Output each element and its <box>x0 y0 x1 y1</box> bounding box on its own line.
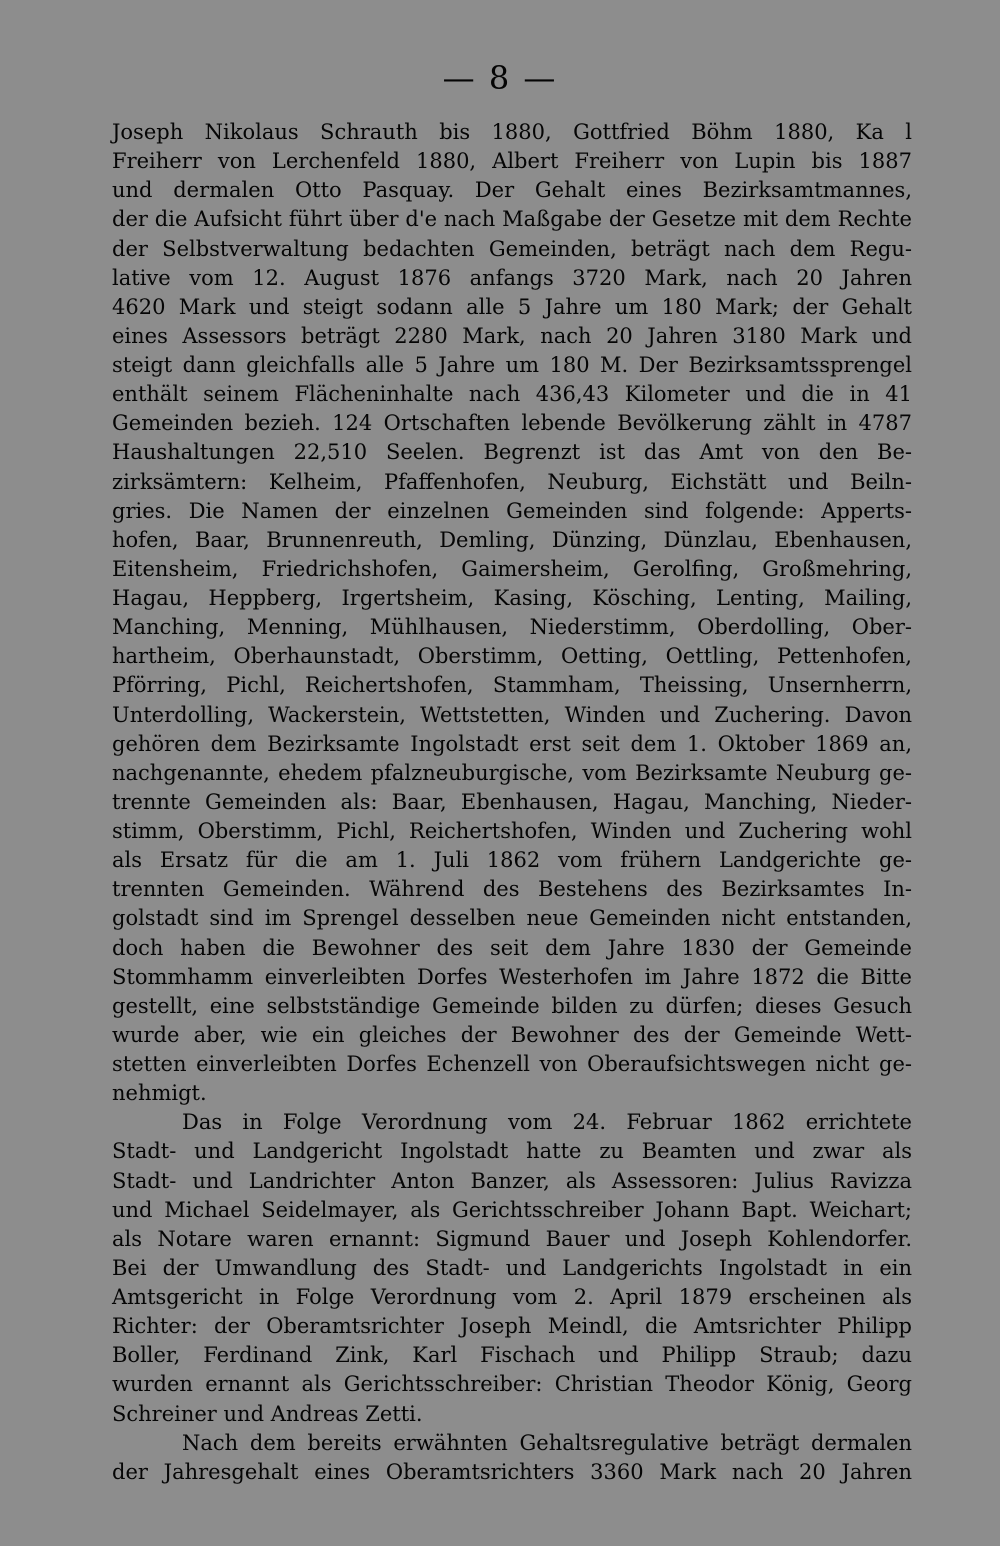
text-line: wurde aber, wie ein gleiches der Bewohner des der Gemeinde Wett- <box>112 1022 912 1047</box>
text-line: nachgenannte, ehedem pfalzneuburgische, vom Bezirksamte Neuburg ge- <box>112 760 912 785</box>
text-line: gehören dem Bezirksamte Ingolstadt erst seit dem 1. Oktober 1869 an, <box>112 731 912 756</box>
text-line: hartheim, Oberhaunstadt, Oberstimm, Oetting, Oettling, Pettenhofen, <box>112 644 912 669</box>
text-line: stimm, Oberstimm, Pichl, Reichertshofen, Winden und Zuchering wohl <box>112 819 912 843</box>
text-line: der die Aufsicht führt über d'e nach Maßgabe der Gesetze mit dem Rechte <box>112 207 912 232</box>
text-line: Stadt- und Landrichter Anton Banzer, als Assessoren: Julius Ravizza <box>112 1168 912 1193</box>
text-line: Bei der Umwandlung des Stadt- und Landgerichts Ingolstadt in ein <box>112 1255 912 1280</box>
text-line: Eitensheim, Friedrichshofen, Gaimersheim, Gerolfing, Großmehring, <box>112 556 912 581</box>
text-line: golstadt sind im Sprengel desselben neue Gemeinden nicht entstanden, <box>112 906 912 931</box>
text-line: gries. Die Namen der einzelnen Gemeinden sind folgende: Apperts- <box>112 498 912 523</box>
text-line: Stadt- und Landgericht Ingolstadt hatte zu Beamten und zwar als <box>112 1139 912 1164</box>
text-line: 4620 Mark und steigt sodann alle 5 Jahre um 180 Mark; der Gehalt <box>112 294 912 319</box>
text-line: der Jahresgehalt eines Oberamtsrichters 3360 Mark nach 20 Jahren <box>112 1459 912 1484</box>
body-text <box>112 118 912 1487</box>
text-line: Freiherr von Lerchenfeld 1880, Albert Freiherr von Lupin bis 1887 <box>112 149 912 174</box>
text-line: enthält seinem Flächeninhalte nach 436,43 Kilometer und die in 41 <box>112 382 912 407</box>
text-line: lative vom 12. August 1876 anfangs 3720 Mark, nach 20 Jahren <box>112 265 912 290</box>
text-line: trennten Gemeinden. Während des Bestehens des Bezirksamtes In- <box>112 877 912 902</box>
text-line: hofen, Baar, Brunnenreuth, Demling, Dünzing, Dünzlau, Ebenhausen, <box>112 527 912 552</box>
text-line: und Michael Seidelmayer, als Gerichtsschreiber Johann Bapt. Weichart; <box>112 1197 912 1222</box>
text-line: Hagau, Heppberg, Irgertsheim, Kasing, Kösching, Lenting, Mailing, <box>112 586 912 610</box>
text-line: zirksämtern: Kelheim, Pfaffenhofen, Neuburg, Eichstätt und Beiln- <box>112 469 912 494</box>
text-line: Manching, Menning, Mühlhausen, Niederstimm, Oberdolling, Ober- <box>112 615 912 640</box>
text-line: trennte Gemeinden als: Baar, Ebenhausen, Hagau, Manching, Nieder- <box>112 789 912 814</box>
text-line: Amtsgericht in Folge Verordnung vom 2. April 1879 erscheinen als <box>112 1285 912 1309</box>
text-line: eines Assessors beträgt 2280 Mark, nach 20 Jahren 3180 Mark und <box>112 323 912 348</box>
text-line: Gemeinden bezieh. 124 Ortschaften lebende Bevölkerung zählt in 4787 <box>112 411 912 436</box>
text-line: Boller, Ferdinand Zink, Karl Fischach und Philipp Straub; dazu <box>112 1343 912 1368</box>
paragraph-start-line: Nach dem bereits erwähnten Gehaltsregulative beträgt dermalen <box>182 1430 912 1455</box>
paragraph-end-line: Schreiner und Andreas Zetti. <box>112 1401 423 1426</box>
text-line: stetten einverleibten Dorfes Echenzell von Oberaufsichtswegen nicht ge- <box>112 1052 912 1076</box>
paragraph-start-line: Das in Folge Verordnung vom 24. Februar 1862 errichtete <box>182 1110 912 1135</box>
text-line: Richter: der Oberamtsrichter Joseph Meindl, die Amtsrichter Philipp <box>112 1314 912 1339</box>
text-line: Pförring, Pichl, Reichertshofen, Stammham, Theissing, Unsernherrn, <box>112 673 912 698</box>
text-line: Joseph Nikolaus Schrauth bis 1880, Gottfried Böhm 1880, Ka l <box>112 120 912 144</box>
text-line: gestellt, eine selbstständige Gemeinde bilden zu dürfen; dieses Gesuch <box>112 993 912 1018</box>
text-line: Stommhamm einverleibten Dorfes Westerhofen im Jahre 1872 die Bitte <box>112 964 912 989</box>
paragraph-end-line: nehmigt. <box>112 1081 207 1106</box>
text-line: wurden ernannt als Gerichtsschreiber: Christian Theodor König, Georg <box>112 1372 912 1397</box>
text-line: Haushaltungen 22,510 Seelen. Begrenzt ist das Amt von den Be- <box>112 440 912 465</box>
text-line: als Ersatz für die am 1. Juli 1862 vom frühern Landgerichte ge- <box>112 848 912 873</box>
text-line: und dermalen Otto Pasquay. Der Gehalt eines Bezirksamtmannes, <box>112 178 912 203</box>
text-line: Unterdolling, Wackerstein, Wettstetten, Winden und Zuchering. Davon <box>112 702 912 727</box>
text-line: als Notare waren ernannt: Sigmund Bauer und Joseph Kohlendorfer. <box>112 1226 912 1251</box>
text-line: steigt dann gleichfalls alle 5 Jahre um 180 M. Der Bezirksamtssprengel <box>112 353 912 377</box>
page-number: — 8 — <box>442 59 558 97</box>
text-line: der Selbstverwaltung bedachten Gemeinden, beträgt nach dem Regu- <box>112 236 912 261</box>
text-line: doch haben die Bewohner des seit dem Jahre 1830 der Gemeinde <box>112 935 912 960</box>
